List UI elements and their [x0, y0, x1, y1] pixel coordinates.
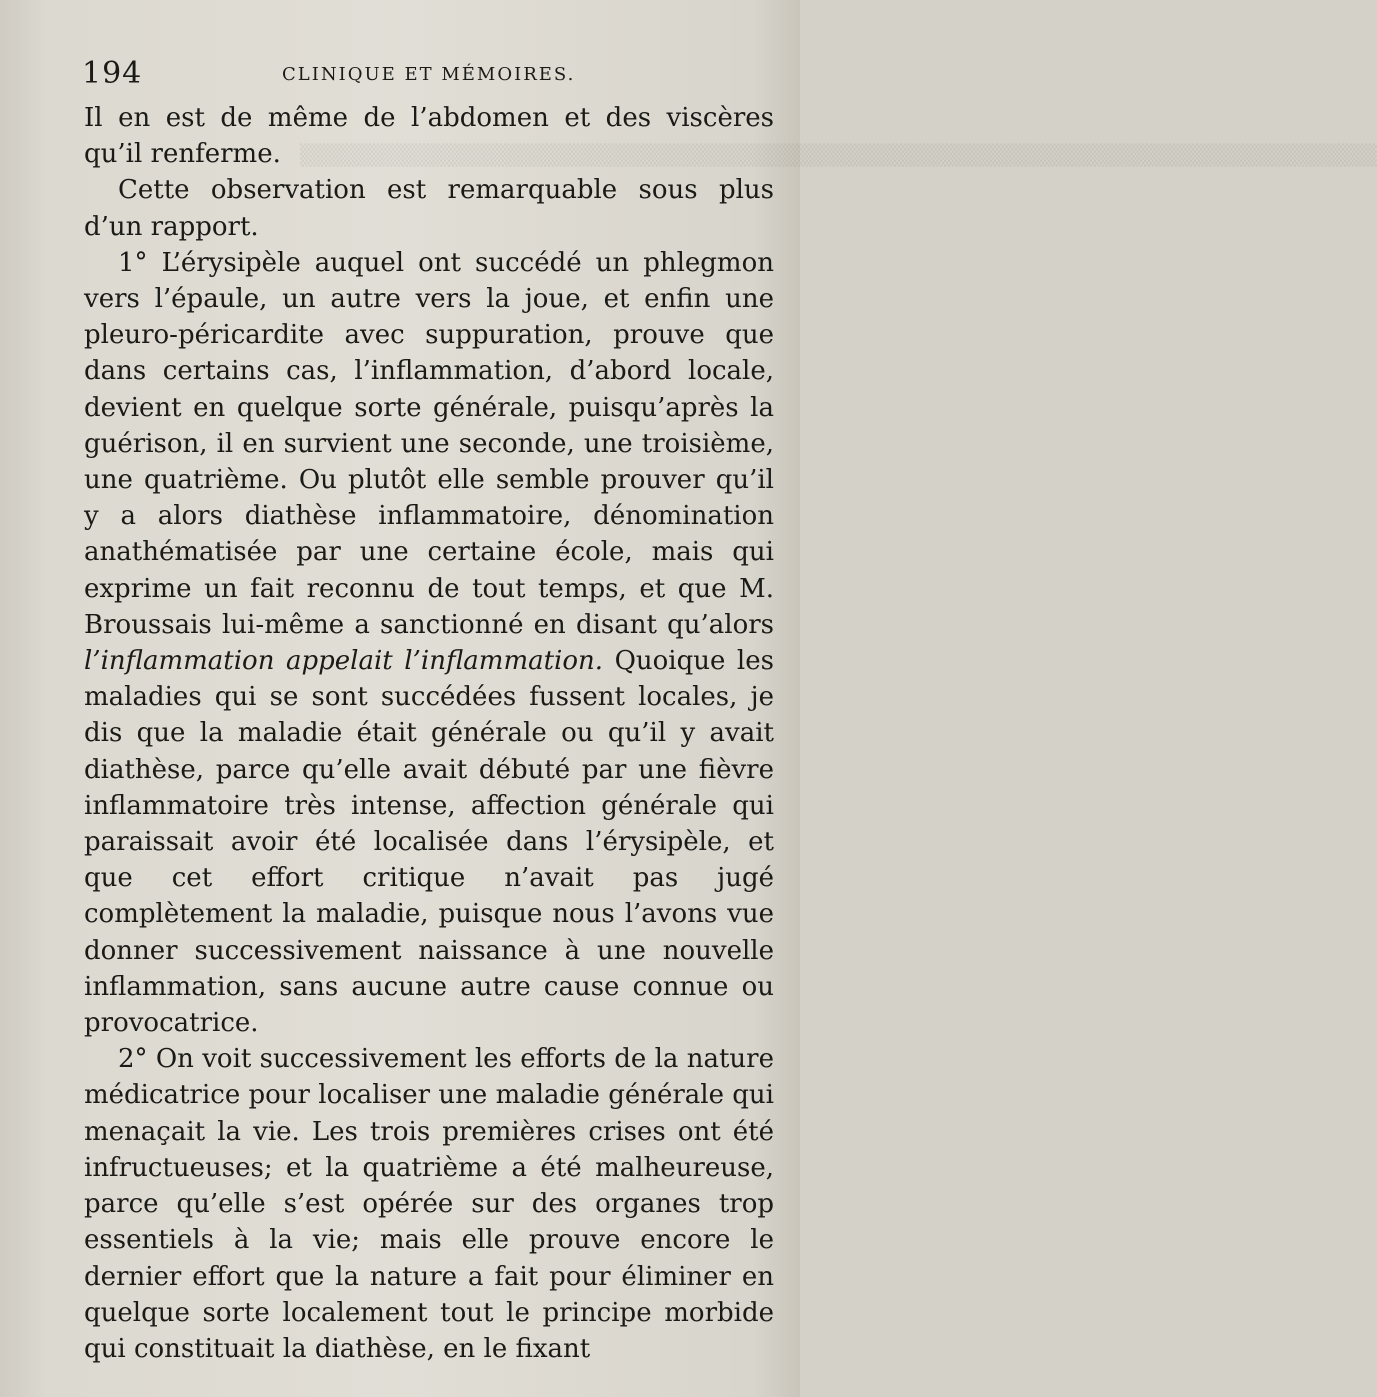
paragraph-abdomen: Il en est de même de l’abdomen et des viscères qu’il renferme.	[84, 103, 774, 170]
paragraph-erysipele-text: 1° L’érysipèle auquel ont succédé un phlegmon vers l’épaule, un autre vers la joue, et enfin une pleuro-péricardite avec suppuration, prouve que dans certains cas, l’inflammation, d’abord locale, devient en quelque sorte générale, puisqu’après la guérison, il en survient une seconde, une troisième, une quatrième. Ou plutôt elle semble prouver qu’il y a alors diathèse inflammatoire, dénomination anathématisée par une certaine école, mais qui exprime un fait reconnu de tout temps, et que M. Broussais lui-même a sanctionné en disant qu’alors	[84, 247, 774, 640]
bleed-through-texture: ▒▒▒▒▒▒▒▒▒▒▒▒▒▒▒▒▒▒▒▒▒▒▒▒▒▒▒▒▒▒▒▒▒▒▒▒▒▒▒▒▒▒▒▒▒▒▒▒▒▒▒▒▒▒▒▒▒▒▒▒▒▒▒▒▒▒▒▒▒▒	[300, 143, 1377, 167]
page-number: 194	[82, 56, 143, 91]
paragraph-erysipele-continuation: Quoique les maladies qui se sont succédées fussent locales, je dis que la maladie était générale ou qu’il y avait diathèse, parce qu’elle avait débuté par une fièvre inflammatoire très intense, affection générale qui paraissait avoir été localisée dans l’érysipèle, et que cet effort critique n’avait pas jugé complètement la maladie, puisque nous l’avons vue donner successivement naissance à une nouvelle inflammation, sans aucune autre cause connue ou provocatrice.	[84, 646, 774, 1039]
paragraph-nature-medicatrice: 2° On voit successivement les efforts de la nature médicatrice pour localiser une maladie générale qui menaçait la vie. Les trois premières crises ont été infructueuses; et la quatrième a été malheureuse, parce qu’elle s’est opérée sur des organes trop essentiels à la vie; mais elle prouve encore le dernier effort que la nature a fait pour éliminer en quelque sorte localement tout le principe morbide qui constituait la diathèse, en le fixant	[84, 1044, 774, 1364]
body-text	[84, 100, 1377, 1367]
running-head	[82, 56, 782, 96]
paragraph-observation: Cette observation est remarquable sous plus d’un rapport.	[84, 175, 774, 242]
italic-quote: l’inflammation appelait l’inflammation.	[84, 646, 604, 677]
running-title: CLINIQUE ET MÉMOIRES.	[282, 64, 576, 85]
paragraph-erysipele	[84, 245, 774, 1041]
